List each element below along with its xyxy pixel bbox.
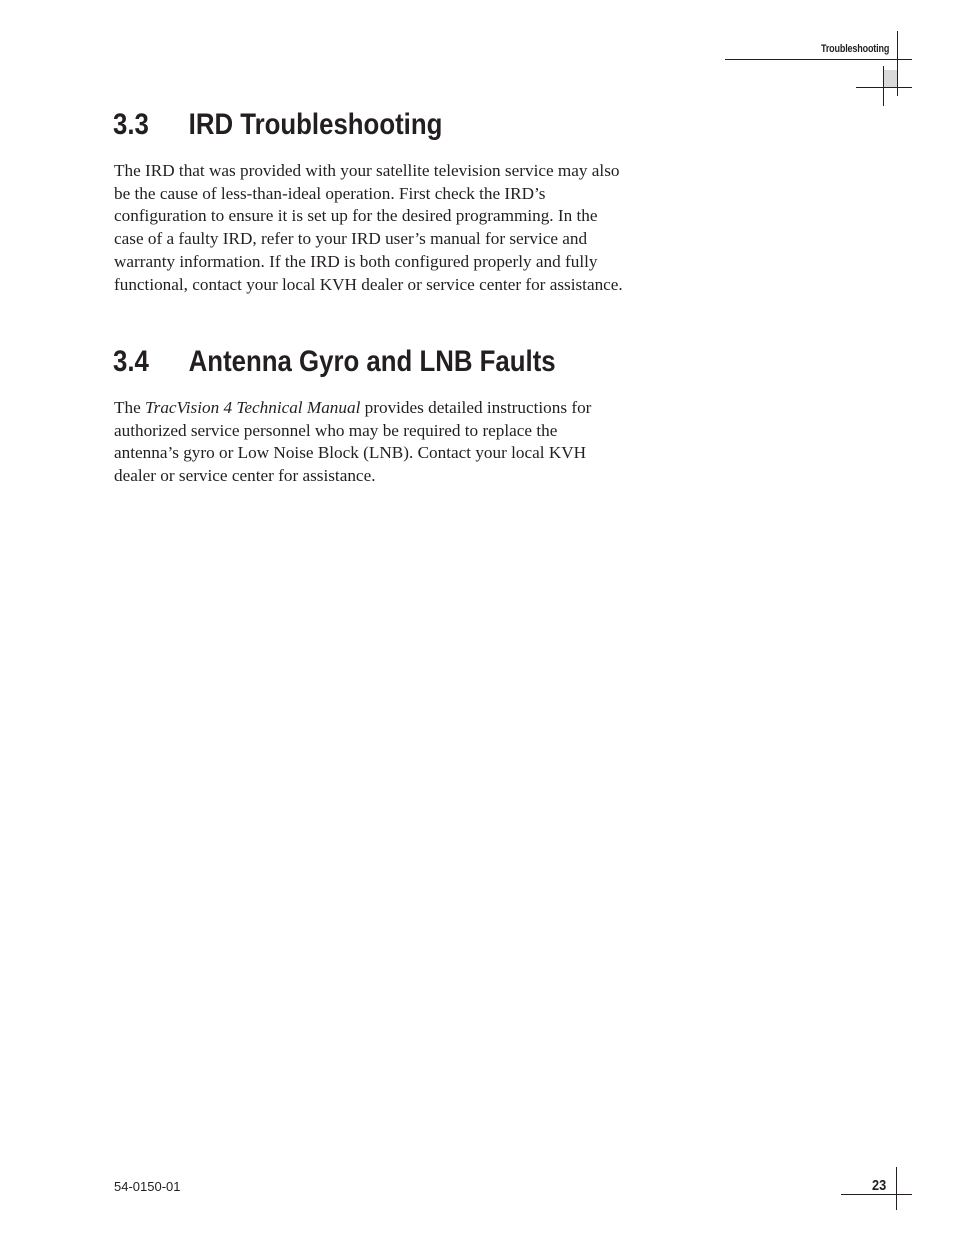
document-code: 54-0150-01 [114, 1179, 181, 1194]
crop-mark-vertical [883, 66, 884, 106]
manual-title: TracVision 4 Technical Manual [145, 398, 361, 417]
body-text: The [114, 398, 146, 417]
section-number: 3.3 [113, 108, 149, 141]
section-body-3-4 [114, 397, 624, 488]
section-heading-3-3 [113, 108, 442, 142]
crop-mark [856, 66, 912, 106]
running-header: Troubleshooting [820, 43, 889, 55]
footer-vertical-rule [896, 1167, 897, 1210]
section-body-3-3: The IRD that was provided with your satellite television service may also be the cause of less-than-ideal operation. First check the IRD’s configuration to ensure it is set up for the desired programming. In the case of a faulty IRD, refer to your IRD user’s manual for service and warranty information. If the IRD is both configured properly and fully functional, contact your local KVH dealer or service center for assistance. [114, 161, 623, 294]
crop-mark-horizontal [856, 87, 912, 88]
body-text: provides detailed instructions for authorized service personnel who may be required to replace the antenna’s gyro or Low Noise Block (LNB). Contact your local KVH dealer or service center for assistance. [114, 398, 592, 486]
footer-rule [841, 1194, 912, 1195]
section-title: IRD Troubleshooting [188, 108, 443, 141]
section-number: 3.4 [113, 345, 149, 378]
header-rule [725, 59, 912, 60]
page-number: 23 [872, 1177, 887, 1194]
section-heading-3-4 [113, 345, 556, 379]
section-title: Antenna Gyro and LNB Faults [188, 345, 556, 378]
crop-mark-fill [884, 70, 897, 87]
